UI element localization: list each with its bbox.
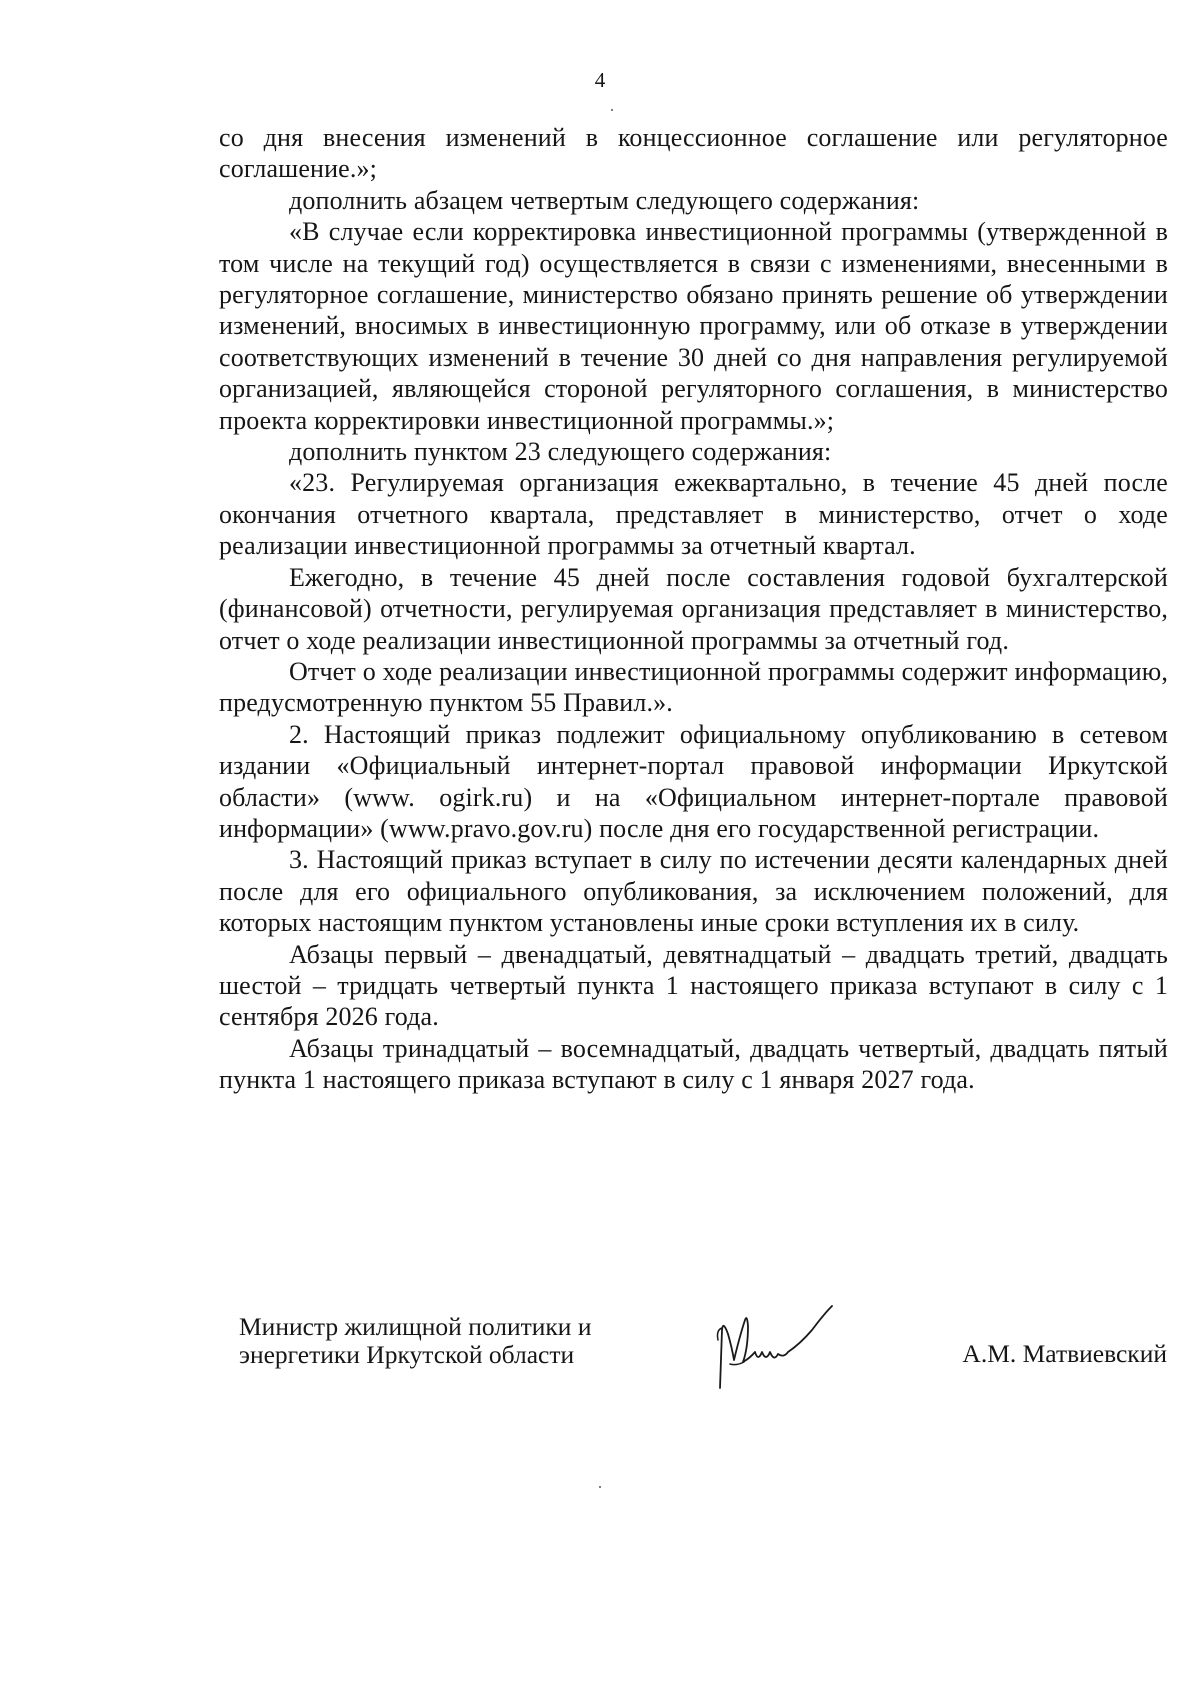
scan-speck — [611, 109, 613, 111]
handwritten-signature — [700, 1300, 850, 1390]
scan-speck — [599, 1486, 601, 1488]
paragraph-quoted-clause: «В случае если корректировка инвестиционной программы (утвержденной в том числе на текущий год) осуществляется в связи с изменениями, внесенными в регуляторное соглашение, министерство обязано принять решение об утверждении изменений, вносимых в инвестиционную программу, или об отказе в утверждении соответствующих изменений в течение 30 дней со дня направления регулируемой организацией, являющейся стороной регуляторного соглашения, в министерство проекта корректировки инвестиционной программы.»; — [219, 217, 1168, 435]
signatory-title-line-2: энергетики Иркутской области — [239, 1340, 575, 1369]
document-body — [219, 122, 1168, 1096]
paragraph-effective-2026: Абзацы первый – двенадцатый, девятнадцатый – двадцать третий, двадцать шестой – тридцать четвертый пункта 1 настоящего приказа вступают в силу с 1 сентября 2026 года. — [219, 939, 1168, 1032]
paragraph-report-content: Отчет о ходе реализации инвестиционной программы содержит информацию, предусмотренную пунктом 55 Правил.». — [219, 656, 1168, 718]
paragraph-point-23: «23. Регулируемая организация ежеквартально, в течение 45 дней после окончания отчетного квартала, представляет в министерство, отчет о ходе реализации инвестиционной программы за отчетный квартал. — [219, 468, 1168, 561]
page-number: 4 — [594, 68, 606, 92]
paragraph-amendment-intro: дополнить абзацем четвертым следующего содержания: — [289, 185, 920, 215]
signatory-title — [239, 1313, 591, 1369]
paragraph-effective-2027: Абзацы тринадцатый – восемнадцатый, двадцать четвертый, двадцать пятый пункта 1 настоящего приказа вступают в силу с 1 января 2027 года. — [219, 1033, 1168, 1095]
paragraph-amendment-intro-23: дополнить пунктом 23 следующего содержания: — [289, 437, 832, 467]
paragraph-point-3: 3. Настоящий приказ вступает в силу по истечении десяти календарных дней после для его официального опубликования, за исключением положений, для которых настоящим пунктом установлены иные сроки вступления их в силу. — [219, 845, 1168, 938]
signatory-name: А.М. Матвиевский — [962, 1339, 1167, 1368]
paragraph-annual-report: Ежегодно, в течение 45 дней после составления годовой бухгалтерской (финансовой) отчетности, регулируемая организация представляет в министерство, отчет о ходе реализации инвестиционной программы за отчетный год. — [219, 562, 1168, 655]
paragraph-point-2: 2. Настоящий приказ подлежит официальному опубликованию в сетевом издании «Официальный интернет-портал правовой информации Иркутской области» (www. ogirk.ru) и на «Официальном интернет-портале правовой информации» (www.pravo.gov.ru) после дня его государственной регистрации. — [219, 719, 1168, 843]
signatory-title-line-1: Министр жилищной политики и — [239, 1312, 592, 1341]
paragraph-continuation: со дня внесения изменений в концессионное соглашение или регуляторное соглашение.»; — [219, 123, 1168, 184]
